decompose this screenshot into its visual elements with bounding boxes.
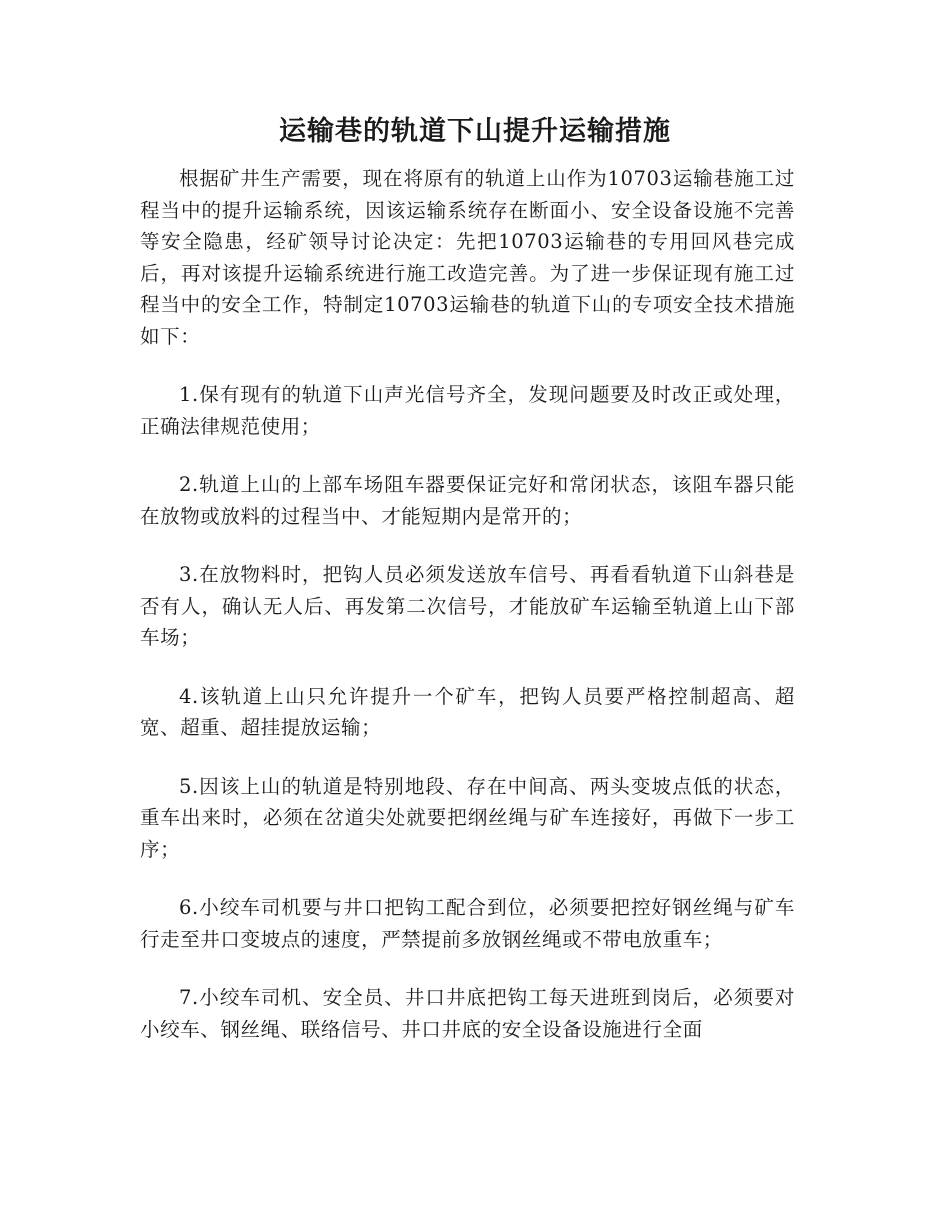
- measure-item-7: 7.小绞车司机、安全员、井口井底把钩工每天进班到岗后，必须要对小绞车、钢丝绳、联络信号、井口井底的安全设备设施进行全面: [140, 986, 795, 1041]
- measure-item-6: 6.小绞车司机要与井口把钩工配合到位，必须要把控好钢丝绳与矿车行走至井口变坡点的速度，严禁提前多放钢丝绳或不带电放重车；: [140, 896, 795, 951]
- intro-paragraph: 根据矿井生产需要，现在将原有的轨道上山作为10703运输巷施工过程当中的提升运输系统，因该运输系统存在断面小、安全设备设施不完善等安全隐患，经矿领导讨论决定：先把10703运输巷的专用回风巷完成后，再对该提升运输系统进行施工改造完善。为了进一步保证现有施工过程当中的安全工作，特制定10703运输巷的轨道下山的专项安全技术措施如下：: [140, 167, 795, 348]
- measure-item-2: 2.轨道上山的上部车场阻车器要保证完好和常闭状态，该阻车器只能在放物或放料的过程当中、才能短期内是常开的；: [140, 473, 795, 528]
- measure-item-3: 3.在放物料时，把钩人员必须发送放车信号、再看看轨道下山斜巷是否有人，确认无人后、再发第二次信号，才能放矿车运输至轨道上山下部车场；: [140, 563, 795, 649]
- measure-item-4: 4.该轨道上山只允许提升一个矿车，把钩人员要严格控制超高、超宽、超重、超挂提放运输；: [140, 684, 795, 739]
- document-title: 运输巷的轨道下山提升运输措施: [279, 116, 671, 147]
- measure-item-1: 1.保有现有的轨道下山声光信号齐全，发现问题要及时改正或处理，正确法律规范使用；: [140, 383, 795, 438]
- measure-item-5: 5.因该上山的轨道是特别地段、存在中间高、两头变坡点低的状态，重车出来时，必须在岔道尖处就要把纲丝绳与矿车连接好，再做下一步工序；: [140, 774, 795, 861]
